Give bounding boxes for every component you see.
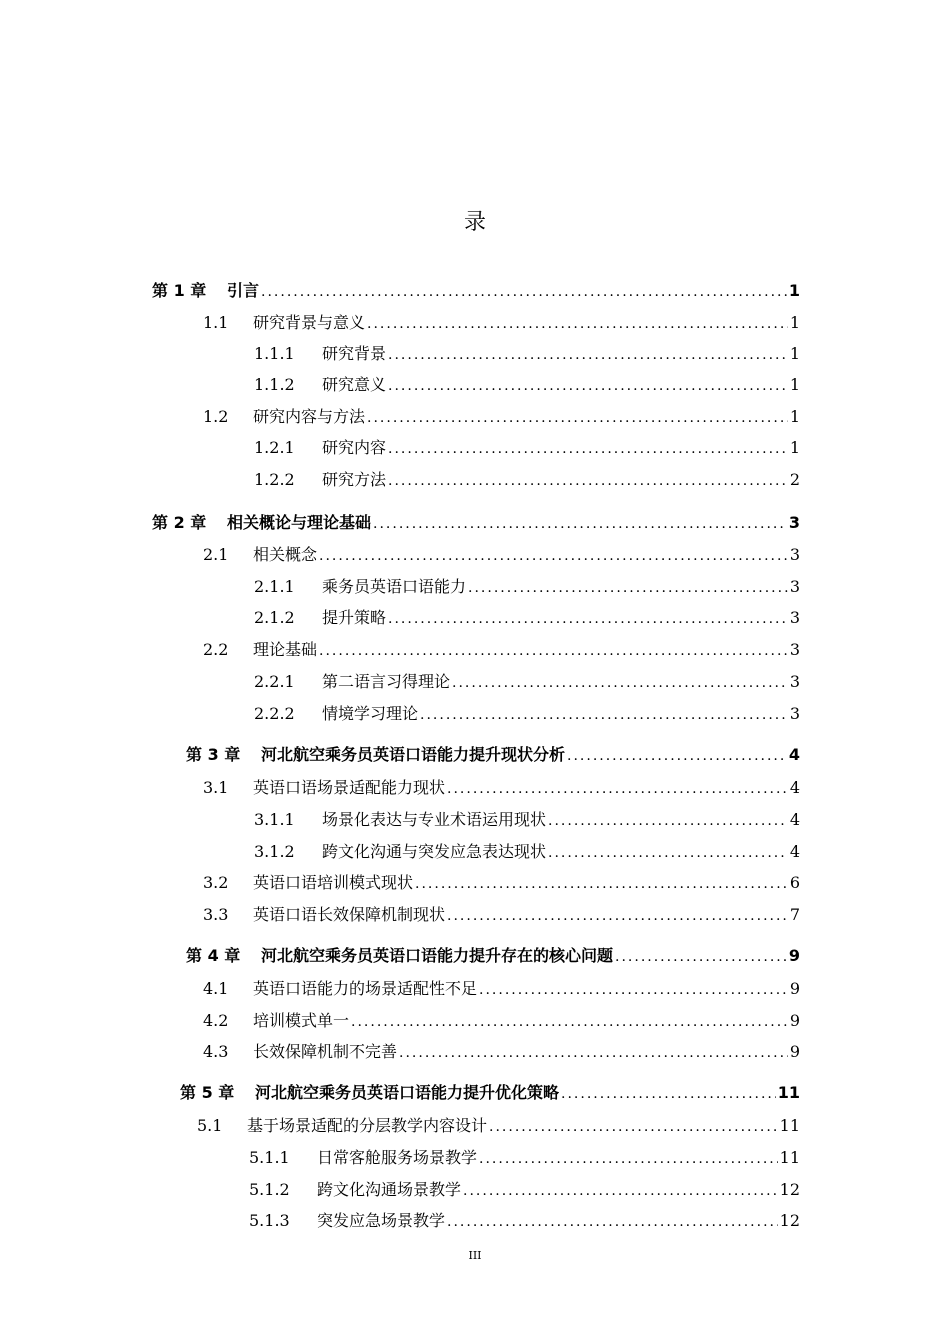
toc-entry-label: 场景化表达与专业术语运用现状 (322, 810, 547, 829)
toc-entry-chapter[interactable] (186, 944, 800, 968)
toc-leader-dots (373, 512, 787, 536)
toc-leader-dots (388, 607, 788, 631)
toc-entry-number: 4.1 (203, 979, 229, 998)
toc-entry-page: 9 (788, 946, 800, 965)
toc-entry-section[interactable] (203, 1009, 800, 1033)
toc-entry-number: 4.2 (203, 1011, 229, 1030)
toc-leader-dots (561, 1082, 776, 1106)
toc-entry-page: 4 (789, 842, 800, 861)
toc-entry-page: 9 (789, 1042, 800, 1061)
toc-entry-number: 3.3 (203, 905, 229, 924)
toc-entry-page: 9 (789, 979, 800, 998)
toc-entry-page: 11 (779, 1116, 800, 1135)
toc-entry-number: 2.2 (203, 640, 229, 659)
toc-entry-label: 英语口语培训模式现状 (253, 873, 414, 892)
toc-entry-number: 1.1 (203, 313, 229, 332)
toc-entry-label: 研究内容 (322, 438, 387, 457)
toc-entry-section[interactable] (203, 638, 800, 662)
toc-entry-chapter[interactable] (186, 743, 800, 767)
toc-leader-dots (388, 437, 788, 461)
toc-leader-dots (388, 469, 788, 493)
toc-entry-page: 3 (789, 672, 800, 691)
toc-leader-dots (367, 312, 788, 336)
toc-entry-section[interactable] (203, 776, 800, 800)
toc-entry-section[interactable] (203, 311, 800, 335)
toc-entry-page: 1 (789, 313, 800, 332)
toc-entry-label: 培训模式单一 (253, 1011, 350, 1030)
toc-entry-number: 2.1.1 (254, 577, 295, 596)
toc-leader-dots (447, 777, 788, 801)
toc-entry-number: 第 3 章 (186, 745, 241, 764)
toc-entry-chapter[interactable] (180, 1081, 800, 1105)
toc-entry-label: 乘务员英语口语能力 (322, 577, 467, 596)
toc-entry-number: 5.1.1 (249, 1148, 290, 1167)
toc-entry-subsection[interactable] (254, 468, 800, 492)
toc-entry-number: 3.1.1 (254, 810, 295, 829)
toc-entry-label: 相关概念 (253, 545, 318, 564)
toc-entry-label: 引言 (227, 281, 260, 300)
toc-entry-number: 3.1 (203, 778, 229, 797)
toc-entry-page: 3 (788, 513, 800, 532)
toc-leader-dots (447, 1210, 778, 1234)
toc-leader-dots (548, 841, 788, 865)
toc-entry-page: 7 (789, 905, 800, 924)
toc-entry-number: 2.2.2 (254, 704, 295, 723)
toc-entry-subsection[interactable] (254, 436, 800, 460)
toc-leader-dots (388, 343, 788, 367)
toc-entry-subsection[interactable] (249, 1209, 800, 1233)
toc-entry-number: 第 1 章 (152, 281, 207, 300)
toc-entry-label: 研究方法 (322, 470, 387, 489)
toc-entry-number: 5.1 (197, 1116, 223, 1135)
toc-leader-dots (447, 904, 788, 928)
toc-entry-page: 3 (789, 704, 800, 723)
toc-entry-number: 2.1 (203, 545, 229, 564)
toc-leader-dots (420, 703, 788, 727)
toc-leader-dots (468, 576, 788, 600)
toc-entry-label: 日常客舱服务场景教学 (317, 1148, 478, 1167)
toc-entry-page: 3 (789, 545, 800, 564)
toc-entry-page: 6 (789, 873, 800, 892)
toc-leader-dots (615, 945, 787, 969)
toc-entry-section[interactable] (203, 1040, 800, 1064)
toc-entry-number: 5.1.3 (249, 1211, 290, 1230)
toc-entry-label: 第二语言习得理论 (322, 672, 451, 691)
toc-entry-page: 11 (777, 1083, 800, 1102)
toc-entry-subsection[interactable] (254, 670, 800, 694)
toc-entry-number: 第 4 章 (186, 946, 241, 965)
toc-entry-subsection[interactable] (254, 373, 800, 397)
toc-leader-dots (452, 671, 788, 695)
toc-entry-page: 1 (789, 375, 800, 394)
toc-leader-dots (319, 639, 788, 663)
toc-entry-label: 英语口语能力的场景适配性不足 (253, 979, 478, 998)
toc-entry-page: 1 (789, 344, 800, 363)
toc-entry-subsection[interactable] (249, 1146, 800, 1170)
toc-entry-section[interactable] (203, 543, 800, 567)
toc-leader-dots (479, 978, 788, 1002)
toc-entry-page: 3 (789, 640, 800, 659)
toc-entry-number: 2.2.1 (254, 672, 295, 691)
toc-entry-subsection[interactable] (254, 575, 800, 599)
toc-entry-number: 2.1.2 (254, 608, 295, 627)
toc-entry-page: 1 (789, 407, 800, 426)
toc-entry-subsection[interactable] (254, 702, 800, 726)
toc-entry-page: 4 (789, 810, 800, 829)
toc-entry-section[interactable] (203, 977, 800, 1001)
toc-leader-dots (399, 1041, 788, 1065)
toc-leader-dots (489, 1115, 778, 1139)
toc-entry-label: 河北航空乘务员英语口语能力提升现状分析 (261, 745, 566, 764)
toc-entry-chapter[interactable] (152, 279, 800, 303)
toc-entry-subsection[interactable] (254, 606, 800, 630)
toc-entry-subsection[interactable] (249, 1178, 800, 1202)
toc-entry-section[interactable] (203, 405, 800, 429)
toc-entry-number: 1.1.2 (254, 375, 295, 394)
toc-leader-dots (567, 744, 787, 768)
toc-entry-label: 研究意义 (322, 375, 387, 394)
toc-entry-number: 1.2.2 (254, 470, 295, 489)
page-number-footer: III (468, 1249, 482, 1262)
toc-entry-subsection[interactable] (254, 840, 800, 864)
toc-leader-dots (351, 1010, 788, 1034)
toc-entry-label: 河北航空乘务员英语口语能力提升优化策略 (255, 1083, 560, 1102)
toc-entry-label: 河北航空乘务员英语口语能力提升存在的核心问题 (261, 946, 614, 965)
toc-entry-number: 第 2 章 (152, 513, 207, 532)
toc-entry-page: 12 (779, 1211, 800, 1230)
toc-entry-label: 基于场景适配的分层教学内容设计 (247, 1116, 488, 1135)
toc-entry-label: 相关概论与理论基础 (227, 513, 372, 532)
page-title: 录 (463, 210, 486, 235)
toc-entry-page: 11 (779, 1148, 800, 1167)
toc-entry-page: 1 (788, 281, 800, 300)
toc-entry-section[interactable] (203, 871, 800, 895)
toc-entry-label: 研究背景 (322, 344, 387, 363)
toc-entry-label: 英语口语长效保障机制现状 (253, 905, 446, 924)
toc-entry-page: 3 (789, 608, 800, 627)
toc-leader-dots (261, 280, 787, 304)
toc-leader-dots (548, 809, 788, 833)
toc-entry-subsection[interactable] (254, 342, 800, 366)
toc-entry-subsection[interactable] (254, 808, 800, 832)
toc-entry-label: 情境学习理论 (322, 704, 419, 723)
toc-entry-page: 12 (779, 1180, 800, 1199)
toc-leader-dots (463, 1179, 778, 1203)
toc-entry-label: 长效保障机制不完善 (253, 1042, 398, 1061)
toc-entry-chapter[interactable] (152, 511, 800, 535)
toc-entry-number: 3.1.2 (254, 842, 295, 861)
toc-leader-dots (319, 544, 788, 568)
toc-entry-page: 4 (788, 745, 800, 764)
toc-entry-number: 4.3 (203, 1042, 229, 1061)
toc-entry-label: 跨文化沟通与突发应急表达现状 (322, 842, 547, 861)
toc-entry-label: 研究背景与意义 (253, 313, 366, 332)
toc-entry-label: 研究内容与方法 (253, 407, 366, 426)
toc-entry-page: 4 (789, 778, 800, 797)
toc-entry-number: 3.2 (203, 873, 229, 892)
toc-entry-number: 5.1.2 (249, 1180, 290, 1199)
toc-entry-number: 1.2.1 (254, 438, 295, 457)
toc-leader-dots (415, 872, 788, 896)
toc-entry-number: 1.2 (203, 407, 229, 426)
toc-entry-number: 1.1.1 (254, 344, 295, 363)
toc-leader-dots (388, 374, 788, 398)
toc-leader-dots (479, 1147, 778, 1171)
toc-entry-label: 突发应急场景教学 (317, 1211, 446, 1230)
toc-leader-dots (367, 406, 788, 430)
toc-entry-label: 提升策略 (322, 608, 387, 627)
toc-entry-number: 第 5 章 (180, 1083, 235, 1102)
toc-entry-label: 英语口语场景适配能力现状 (253, 778, 446, 797)
toc-entry-label: 理论基础 (253, 640, 318, 659)
toc-entry-page: 2 (789, 470, 800, 489)
toc-entry-page: 9 (789, 1011, 800, 1030)
toc-entry-page: 3 (789, 577, 800, 596)
toc-entry-section[interactable] (203, 903, 800, 927)
toc-entry-section[interactable] (197, 1114, 800, 1138)
toc-entry-label: 跨文化沟通场景教学 (317, 1180, 462, 1199)
toc-entry-page: 1 (789, 438, 800, 457)
